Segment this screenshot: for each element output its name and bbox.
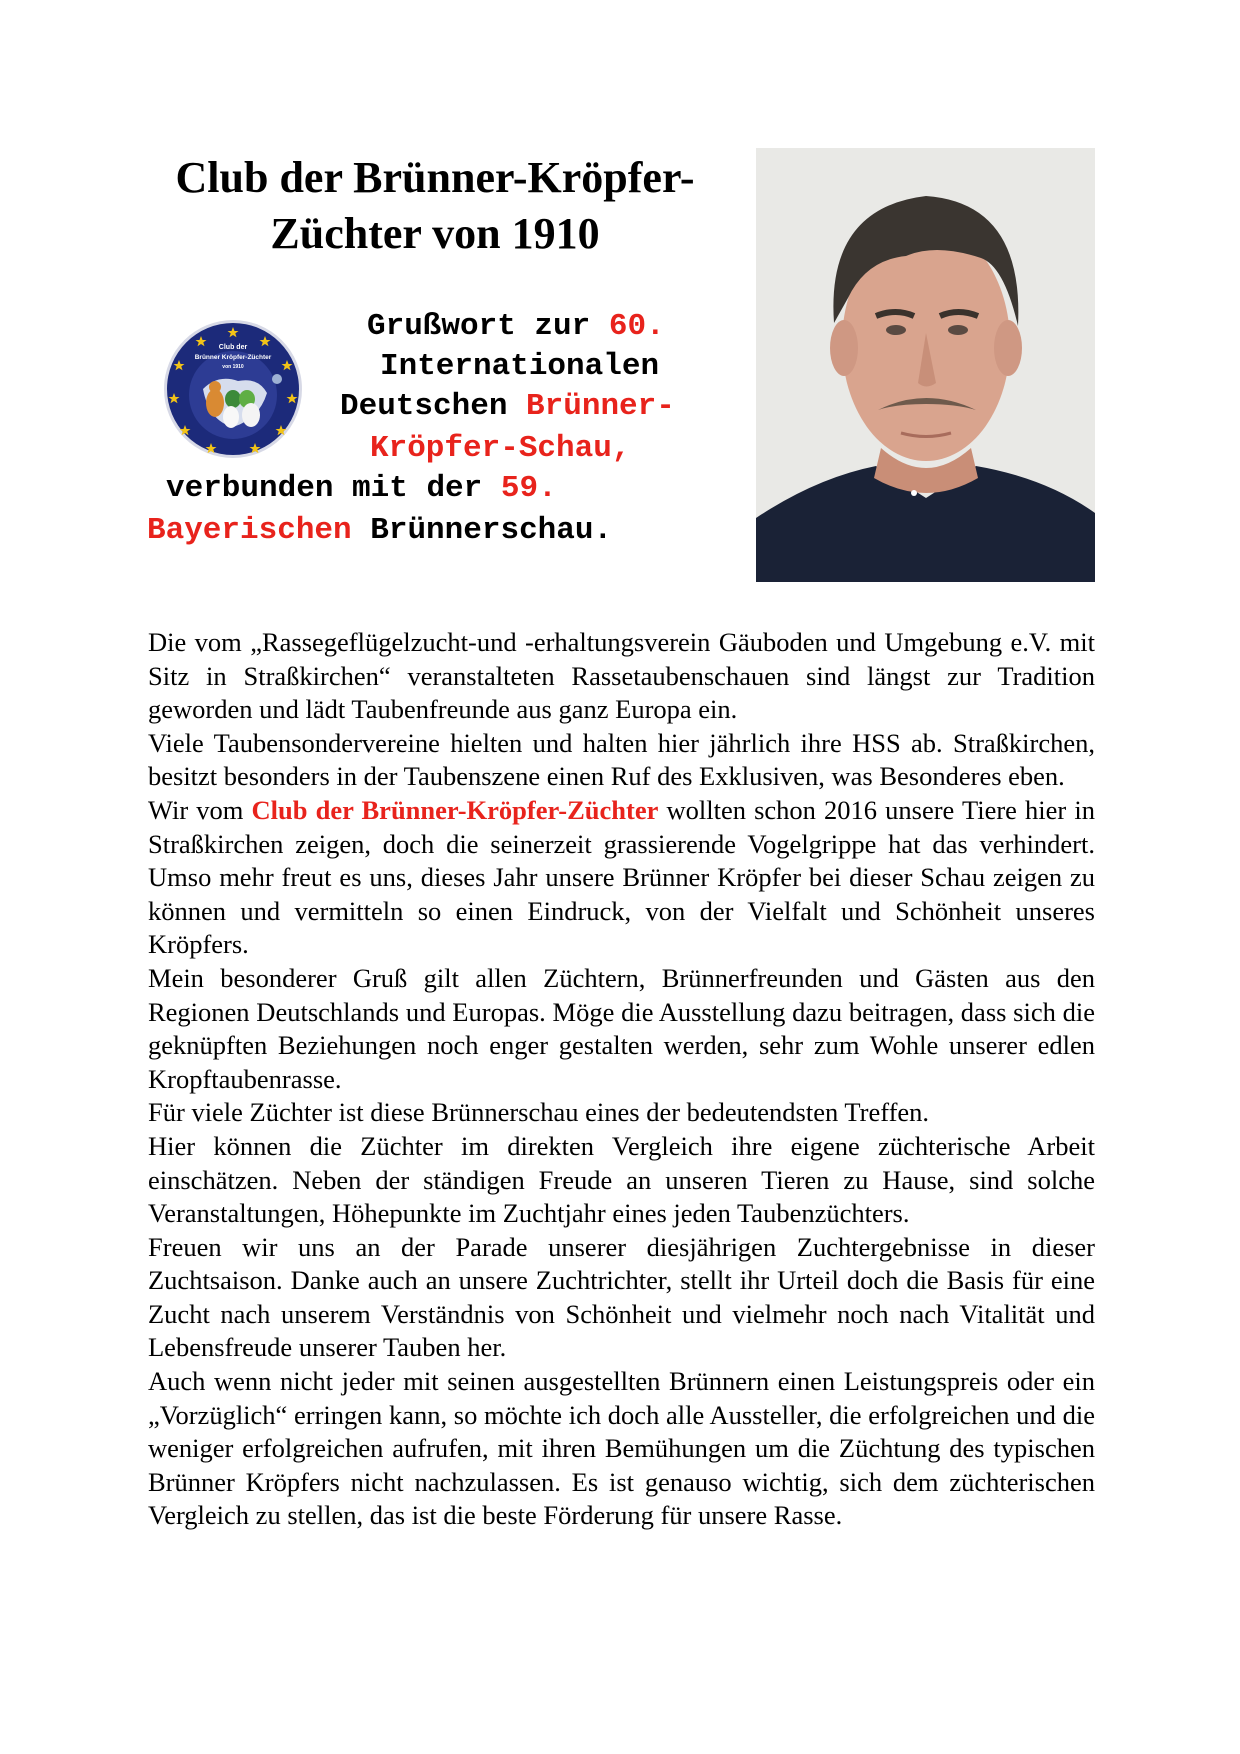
- logo-text-line-2: Brünner Kröpfer-Züchter: [194, 354, 272, 361]
- paragraph: Mein besonderer Gruß gilt allen Züchtern, Brünnerfreunden und Gästen aus den Regionen Deutschlands und Europas. Möge die Ausstellung dazu beitragen, dass sich die geknüpften Beziehungen noch enger gestalten werden, sehr zum Wohle unserer edlen Kropftaubenrasse.: [148, 962, 1095, 1094]
- greeting-highlight: 59.: [500, 471, 557, 506]
- greeting-line-1: [367, 306, 665, 347]
- paragraph: Hier können die Züchter im direkten Vergleich ihre eigene züchterische Arbeit einschätzen. Neben der ständigen Freude an unseren Tieren zu Hause, sind solche Veranstaltungen, Höhepunkte im Zuchtjahr eines jeden Taubenzüchters.: [148, 1130, 1095, 1229]
- paragraph: Die vom „Rassegeflügelzucht-und -erhaltungsverein Gäuboden und Umgebung e.V. mit Sitz in Straßkirchen“ veranstalteten Rassetaubenschauen sind längst zur Tradition geworden und lädt Taubenfreunde aus ganz Europa ein.: [148, 627, 1095, 725]
- greeting-text: Grußwort zur: [367, 309, 609, 344]
- club-name-highlight: Club der Brünner-Kröpfer-Züchter: [251, 794, 659, 825]
- greeting-highlight: 60.: [608, 309, 665, 344]
- greeting-text: verbunden mit der: [166, 471, 501, 506]
- greeting-highlight: Brünner-: [526, 389, 675, 424]
- greeting-line-3: [340, 386, 675, 427]
- logo-text-line-1: Club der: [218, 344, 248, 351]
- title-line-1: Club der Brünner-Kröpfer-: [175, 153, 695, 202]
- paragraph: Für viele Züchter ist diese Brünnerschau eines der bedeutendsten Treffen.: [148, 1097, 930, 1128]
- logo-text-line-3: von 1910: [222, 364, 244, 370]
- paragraph: Freuen wir uns an der Parade unserer diesjährigen Zuchtergebnisse in dieser Zuchtsaison. Danke auch an unsere Zuchtrichter, stellt ihr Urteil doch die Basis für eine Zucht nach unserem Verständnis von Schönheit und vielmehr noch nach Vitalität und Lebensfreude unserer Tauben her.: [148, 1231, 1095, 1363]
- greeting-line-2: Internationalen: [380, 349, 660, 384]
- greeting-line-4: Kröpfer-Schau,: [370, 431, 631, 466]
- body-text: [148, 626, 1095, 1533]
- greeting-text: Brünnerschau.: [351, 513, 613, 548]
- paragraph-text: Wir vom: [148, 794, 252, 825]
- club-emblem-icon: [163, 319, 303, 459]
- greeting-line-5: [166, 468, 557, 509]
- page-title: [150, 150, 720, 262]
- portrait-photo: [756, 148, 1095, 582]
- greeting-text: Deutschen: [340, 389, 527, 424]
- title-line-2: Züchter von 1910: [270, 209, 600, 258]
- greeting-line-6: [147, 510, 612, 551]
- greeting-highlight: Bayerischen: [147, 513, 352, 548]
- paragraph: [148, 794, 1095, 962]
- paragraph: Viele Taubensondervereine hielten und halten hier jährlich ihre HSS ab. Straßkirchen, besitzt besonders in der Taubenszene einen Ruf des Exklusiven, was Besonderes eben.: [148, 727, 1095, 792]
- paragraph-text: wollten schon 2016 unsere Tiere hier in Straßkirchen zeigen, doch die seinerzeit grassierende Vogelgrippe hat das verhindert. Umso mehr freut es uns, dieses Jahr unsere Brünner Kröpfer bei dieser Schau zeigen zu können und vermitteln so einen Eindruck, von der Vielfalt und Schönheit unseres Kröpfers.: [148, 794, 1095, 960]
- paragraph: Auch wenn nicht jeder mit seinen ausgestellten Brünnern einen Leistungspreis oder ein „Vorzüglich“ erringen kann, so möchte ich doch alle Aussteller, die erfolgreichen und die weniger erfolgreichen aufrufen, mit ihren Bemühungen um die Züchtung des typischen Brünner Kröpfers nicht nachzulassen. Es ist genauso wichtig, sich dem züchterischen Vergleich zu stellen, das ist die beste Förderung für unsere Rasse.: [148, 1366, 1095, 1531]
